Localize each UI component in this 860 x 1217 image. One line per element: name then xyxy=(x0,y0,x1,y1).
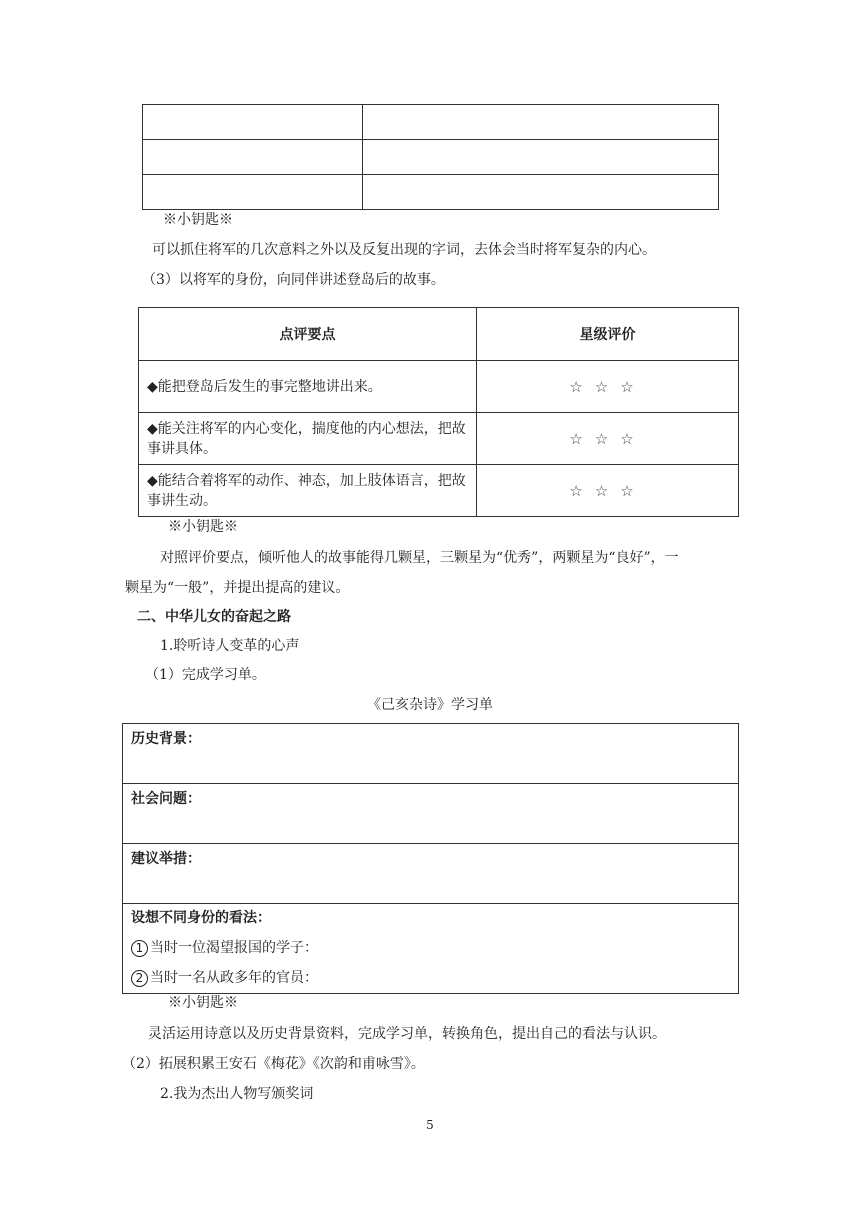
table-header-row xyxy=(139,308,739,361)
hint-label: ※小钥匙※ xyxy=(163,212,233,228)
table-row xyxy=(139,361,739,413)
field-label: 历史背景： xyxy=(131,731,201,747)
top-table xyxy=(142,104,719,210)
table-row xyxy=(123,784,739,844)
view-text: 当时一位渴望报国的学子： xyxy=(150,940,318,956)
field-label: 建议举措： xyxy=(131,851,201,867)
view-line xyxy=(131,938,730,958)
field-label: 设想不同身份的看法： xyxy=(131,910,271,926)
table-cell xyxy=(143,105,363,140)
column-header: 点评要点 xyxy=(139,308,477,361)
hint-text: 对照评价要点，倾听他人的故事能得几颗星，三颗星为“优秀”，两颗星为“良好”，一 xyxy=(160,550,679,566)
item-text: （1）完成学习单。 xyxy=(145,667,266,683)
table-cell xyxy=(143,140,363,175)
hint-text: 可以抓住将军的几次意料之外以及反复出现的字词，去体会当时将军复杂的内心。 xyxy=(152,242,656,258)
table-row xyxy=(143,140,719,175)
table-cell xyxy=(363,105,719,140)
task-text: （3）以将军的身份，向同伴讲述登岛后的故事。 xyxy=(142,272,445,288)
table-cell xyxy=(123,784,739,844)
circled-number-icon: 1 xyxy=(131,940,148,957)
hint-label: ※小钥匙※ xyxy=(168,519,238,535)
table-cell xyxy=(143,175,363,210)
star-rating: ☆☆☆ xyxy=(477,361,739,413)
hint-label: ※小钥匙※ xyxy=(168,995,238,1011)
table-cell xyxy=(123,904,739,994)
star-rating: ☆☆☆ xyxy=(477,465,739,517)
evaluation-table xyxy=(138,307,739,517)
evaluation-point: ◆能结合着将军的动作、神态，加上肢体语言，把故事讲生动。 xyxy=(139,465,477,517)
table-row xyxy=(123,724,739,784)
table-row xyxy=(139,413,739,465)
table-cell xyxy=(123,844,739,904)
evaluation-point: ◆能关注将军的内心变化，揣度他的内心想法，把故事讲具体。 xyxy=(139,413,477,465)
item-text: （2）拓展积累王安石《梅花》《次韵和甫咏雪》。 xyxy=(122,1056,425,1072)
star-rating: ☆☆☆ xyxy=(477,413,739,465)
table-row xyxy=(139,465,739,517)
page-number: 5 xyxy=(426,1118,434,1132)
hint-text: 灵活运用诗意以及历史背景资料，完成学习单，转换角色，提出自己的看法与认识。 xyxy=(148,1026,666,1042)
item-text: 1.聆听诗人变革的心声 xyxy=(160,638,300,654)
table-row xyxy=(143,105,719,140)
field-label: 社会问题： xyxy=(131,791,201,807)
evaluation-point: ◆能把登岛后发生的事完整地讲出来。 xyxy=(139,361,477,413)
circled-number-icon: 2 xyxy=(131,970,148,987)
table-cell xyxy=(363,140,719,175)
view-line xyxy=(131,968,730,988)
worksheet-title: 《己亥杂诗》学习单 xyxy=(367,697,493,713)
table-cell xyxy=(363,175,719,210)
item-text: 2.我为杰出人物写颁奖词 xyxy=(160,1086,314,1102)
table-row xyxy=(143,175,719,210)
column-header: 星级评价 xyxy=(477,308,739,361)
worksheet-table xyxy=(122,723,739,994)
section-title: 二、中华儿女的奋起之路 xyxy=(137,609,291,625)
table-row xyxy=(123,844,739,904)
hint-text: 颗星为“一般”，并提出提高的建议。 xyxy=(125,580,350,596)
table-row xyxy=(123,904,739,994)
table-cell xyxy=(123,724,739,784)
view-text: 当时一名从政多年的官员： xyxy=(150,970,318,986)
